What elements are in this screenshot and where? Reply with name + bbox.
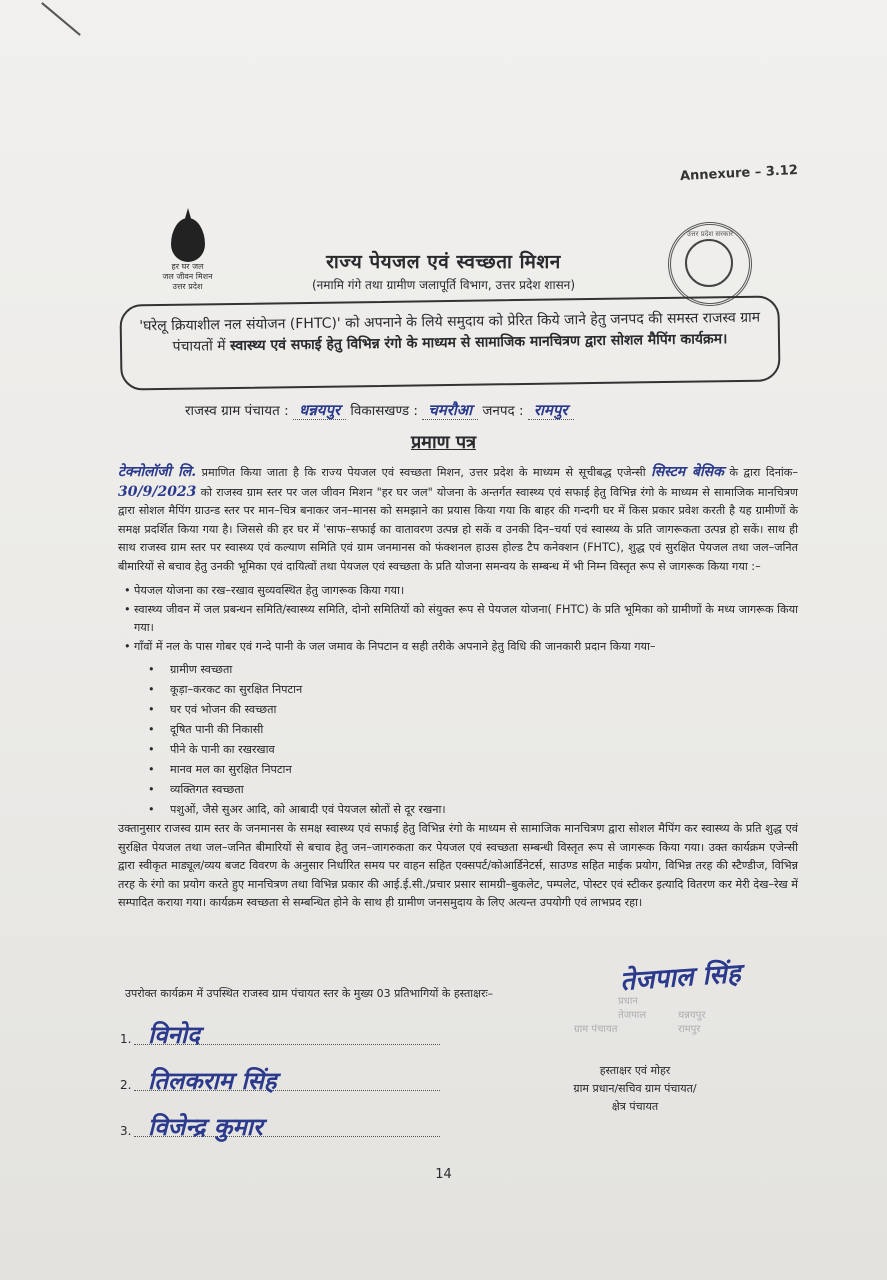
stamp-line: रामपुर: [678, 1024, 701, 1035]
stamp-line: ग्राम पंचायत: [574, 1024, 618, 1035]
sign-label-3: क्षेत्र पंचायत: [611, 1100, 659, 1113]
program-title-bold: स्वास्थ्य एवं सफाई हेतु विभिन्न रंगो के माध्यम से सामाजिक मानचित्रण द्वारा सोशल मैपिंग कार्यक्रम।: [229, 331, 728, 355]
sub-list-item: • ग्रामीण स्वच्छता: [148, 660, 798, 680]
gp-value: धन्नयपुर: [293, 401, 346, 420]
sign-label-1: हस्ताक्षर एवं मोहर: [599, 1064, 671, 1077]
date-handwritten: 30/9/2023: [118, 483, 197, 500]
sub-list-item: • दूषित पानी की निकासी: [148, 720, 798, 740]
bullet-list: [124, 582, 798, 656]
sub-list-item: • कूड़ा–करकट का सुरक्षित निपटान: [148, 680, 798, 700]
annexure-label: Annexure – 3.12: [679, 162, 799, 185]
sign-label-2: ग्राम प्रधान/सचिव ग्राम पंचायत/: [573, 1082, 697, 1095]
signature-number: 1.: [120, 1032, 132, 1046]
p1-part-c: को राजस्व ग्राम स्तर पर जल जीवन मिशन "हर घर जल" योजना के अन्तर्गत स्वास्थ्य एवं सफाई हेतु विभिन्न रंगो के माध्यम से सामाजिक मानचित्रण द्वारा सोशल मैपिंग ग्राउन्ड स्तर पर मान–चित्र बनाकर जन–मानस को समझाने का प्रयास किया गया कि बाहर की गन्दगी घर में किस प्रकार प्रवेश करती है यह ग्रामीणों के समक्ष प्रदर्शित किया गया है। जिससे की हर घर में 'साफ–सफाई का वातावरण उत्पन्न हो सकें व उनकी दिन–चर्या एवं स्वास्थ्य के प्रति जागरूकता उत्पन्न हो सकें। साथ ही साथ राजस्व ग्राम स्तर पर स्वास्थ्य एवं कल्याण समिति एवं ग्राम जनमानस को फंक्शनल हाउस होल्ड टैप कनेक्शन (FHTC), शुद्ध एवं सुरक्षित पेयजल तथा जल–जनित बीमारियों से बचाव हेतु उनकी भूमिका एवं दायित्वों तथा पेयजल एवं स्वच्छता के प्रति योजना समन्वय के सम्बन्ध में भी निम्न विस्तृत रूप से जागरूक किया गया :–: [118, 485, 798, 573]
emblem-text: उत्तर प्रदेश सरकार: [686, 230, 734, 238]
stamp-line: प्रधान: [618, 996, 638, 1007]
signature: तिलकराम सिंह: [148, 1066, 277, 1095]
sub-list-item: • मानव मल का सुरक्षित निपटान: [148, 760, 798, 780]
agency-handwritten: सिस्टम बेसिक: [651, 464, 724, 480]
signature-row: [120, 1110, 440, 1156]
participants-note: उपरोक्त कार्यक्रम में उपस्थित राजस्व ग्राम पंचायत स्तर के मुख्य 03 प्रतिभागियों के हस्ताक्षरः–: [125, 987, 494, 1000]
district-label: जनपद :: [482, 403, 524, 419]
paragraph-2: उक्तानुसार राजस्व ग्राम स्तर के जनमानस के समक्ष स्वास्थ्य एवं सफाई हेतु विभिन्न रंगो के माध्यम से सामाजिक मानचित्रण द्वारा सोशल मैपिंग कर स्वास्थ्य के प्रति शुद्ध एवं सुरक्षित पेयजल तथा जल–जनित बीमारियों से बचाव हेतु जन–जागरुकता कर पेयजल एवं स्वच्छता सम्बन्धी विस्तृत रूप से जागरूक किया गया। उक्त कार्यक्रम एजेन्सी द्वारा स्वीकृत माड्यूल/व्यय बजट विवरण के अनुसार निर्धारित समय पर वाहन सहित एक्सपर्ट/कोआर्डिनेटर्स, साउण्ड सहित माईक प्रयोग, विभिन्न तरह की स्टैण्डीज, विभिन्न तरह के रंगो का प्रयोग करते हुए मानचित्रण तथा विभिन्न प्रकार की आई.ई.सी./प्रचार प्रसार सामग्री–बुकलेट, पम्पलेट, पोस्टर एवं स्टीकर इत्यादि वितरण कर मेरी देख–रेख में सम्पादित कराया गया। कार्यक्रम स्वच्छता से सम्बन्धित होने के साथ ही ग्रामीण जनसमुदाय के लिए अत्यन्त उपयोगी एवं लाभप्रद रहा।: [118, 822, 798, 909]
stamp-line: तेजपाल: [618, 1010, 647, 1021]
pen-mark: [41, 2, 81, 36]
stamp-line: धन्नयपुर: [678, 1010, 706, 1021]
p1-part-b: के द्वारा दिनांक–: [729, 466, 798, 479]
signature-number: 3.: [120, 1124, 132, 1138]
certificate-title: प्रमाण पत्र: [410, 432, 477, 453]
official-stamp: [568, 995, 738, 1045]
page-title: राज्य पेयजल एवं स्वच्छता मिशन: [326, 251, 561, 273]
logo-line-2: जल जीवन मिशन: [162, 272, 213, 281]
signature-number: 2.: [120, 1078, 132, 1092]
paragraph-1: [118, 463, 798, 576]
list-item: • स्वास्थ्य जीवन में जल प्रबन्धन समिति/स्वास्थ्य समिति, दोनो समितियों को संयुक्त रूप से पेयजल योजना( FHTC) के प्रति भूमिका को ग्रामीणों के मध्य जागरूक किया गया।: [124, 601, 798, 638]
page-subtitle: (नमामि गंगे तथा ग्रामीण जलापूर्ति विभाग, उत्तर प्रदेश शासन): [311, 278, 576, 292]
location-fields: [185, 400, 574, 420]
program-title-text: 'घरेलू क्रियाशील नल संयोजन (FHTC)' को अपनाने के लिये समुदाय को प्रेरित किये जाने हेतु जनपद की समस्त राजस्व ग्राम पंचायतों में: [139, 309, 761, 355]
page-number: 14: [435, 1167, 452, 1182]
sub-list-item: • पशुओं, जैसे सुअर आदि, को आबादी एवं पेयजल स्रोतों से दूर रखना।: [148, 800, 798, 820]
sign-and-seal-caption: [540, 1062, 730, 1116]
block-label: विकासखण्ड :: [350, 403, 418, 419]
signature: विजेन्द्र कुमार: [148, 1112, 263, 1141]
program-title-box: [119, 295, 780, 390]
block-value: चमरौआ: [422, 401, 478, 420]
signature: विनोद: [148, 1020, 200, 1049]
list-item: • गाँवों में नल के पास गोबर एवं गन्दे पानी के जल जमाव के निपटान व सही तरीके अपनाने हेतु विधि की जानकारी प्रदान किया गया–: [124, 638, 798, 657]
district-value: रामपुर: [528, 401, 574, 420]
certificate-body: [118, 463, 798, 913]
pradhan-signature: तेजपाल सिंह: [619, 958, 742, 998]
sub-list-item: • घर एवं भोजन की स्वच्छता: [148, 700, 798, 720]
gp-label: राजस्व ग्राम पंचायत :: [185, 403, 289, 419]
list-item: • पेयजल योजना का रख–रखाव सुव्यवस्थित हेतु जागरूक किया गया।: [124, 582, 798, 601]
signature-row: [120, 1018, 440, 1064]
sub-list: [148, 660, 798, 820]
logo-line-3: उत्तर प्रदेश: [172, 282, 203, 291]
p1-part-a: प्रमाणित किया जाता है कि राज्य पेयजल एवं स्वच्छता मिशन, उत्तर प्रदेश के माध्यम से सूचीबद्ध एजेन्सी: [201, 466, 646, 479]
agency-handwritten-2: टेक्नोलॉजी लि.: [118, 464, 197, 480]
signature-row: [120, 1064, 440, 1110]
participant-signatures: [120, 1018, 440, 1156]
logo-line-1: हर घर जल: [171, 262, 204, 271]
sub-list-item: • पीने के पानी का रखरखाव: [148, 740, 798, 760]
sub-list-item: • व्यक्तिगत स्वच्छता: [148, 780, 798, 800]
